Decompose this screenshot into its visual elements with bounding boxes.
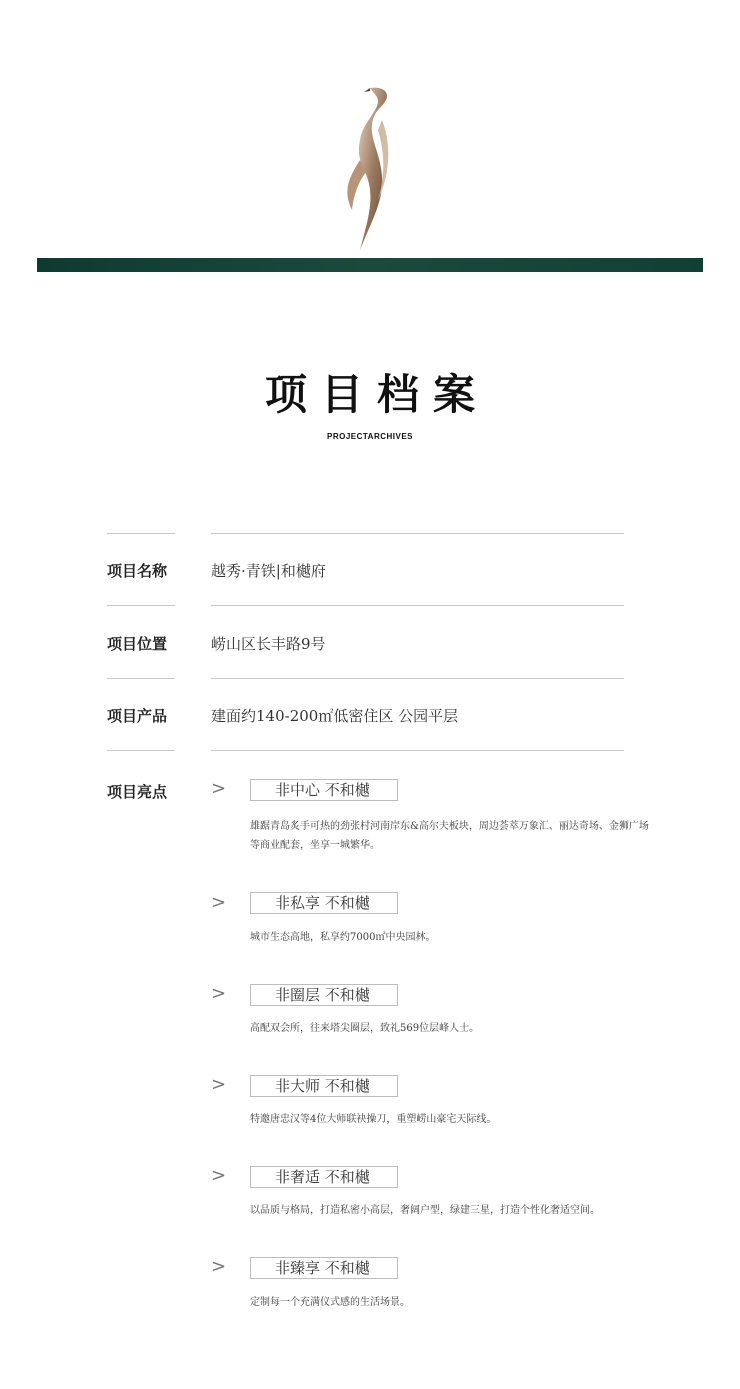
highlight-tag: 非圈层 不和樾	[250, 984, 398, 1006]
project-location-label: 项目位置	[107, 635, 168, 653]
project-name-label: 项目名称	[107, 562, 168, 580]
row-divider	[107, 605, 175, 606]
page-subtitle: PROJECTARCHIVES	[326, 432, 414, 441]
highlight-tag: 非中心 不和樾	[250, 779, 398, 801]
row-divider	[211, 605, 624, 606]
row-divider	[211, 533, 624, 534]
chevron-right-icon: >	[211, 983, 227, 1004]
chevron-right-icon: >	[211, 1256, 227, 1277]
chevron-right-icon: >	[211, 1165, 227, 1186]
highlight-desc: 定制每一个充满仪式感的生活场景。	[250, 1297, 410, 1308]
highlight-tag: 非奢适 不和樾	[250, 1166, 398, 1188]
project-product-label: 项目产品	[107, 707, 168, 725]
row-divider	[107, 678, 175, 679]
row-divider	[211, 750, 624, 751]
row-divider	[211, 678, 624, 679]
highlight-desc: 以品质与格局，打造私密小高层，奢阔户型，绿建三星，打造个性化奢适空间。	[250, 1205, 600, 1216]
highlight-tag: 非臻享 不和樾	[250, 1257, 398, 1279]
row-divider	[107, 533, 175, 534]
chevron-right-icon: >	[211, 892, 227, 913]
crane-logo-icon	[320, 80, 420, 260]
highlight-tag: 非私享 不和樾	[250, 892, 398, 914]
highlight-desc: 高配双会所，往来塔尖圈层，致礼569位层峰人士。	[250, 1023, 480, 1034]
highlight-desc: 雄踞青岛炙手可热的劲张村河南岸东&高尔夫板块，周边荟萃万象汇、丽达奇场、金狮广场等商业配套，坐享一城繁华。	[250, 821, 649, 851]
chevron-right-icon: >	[211, 1074, 227, 1095]
highlight-tag: 非大师 不和樾	[250, 1075, 398, 1097]
project-highlights-label: 项目亮点	[107, 783, 168, 801]
project-product-value: 建面约140-200㎡低密住区 公园平层	[211, 707, 459, 725]
project-name-value: 越秀·青铁|和樾府	[211, 562, 326, 580]
highlight-desc: 城市生态高地，私享约7000㎡中央园林。	[250, 932, 436, 943]
highlight-desc: 特邀唐忠汉等4位大师联袂操刀，重塑崂山豪宅天际线。	[250, 1114, 497, 1125]
page-title: 项目档案	[264, 370, 489, 419]
row-divider	[107, 750, 175, 751]
chevron-right-icon: >	[211, 778, 227, 799]
header-band	[37, 258, 703, 272]
project-location-value: 崂山区长丰路9号	[211, 635, 326, 653]
